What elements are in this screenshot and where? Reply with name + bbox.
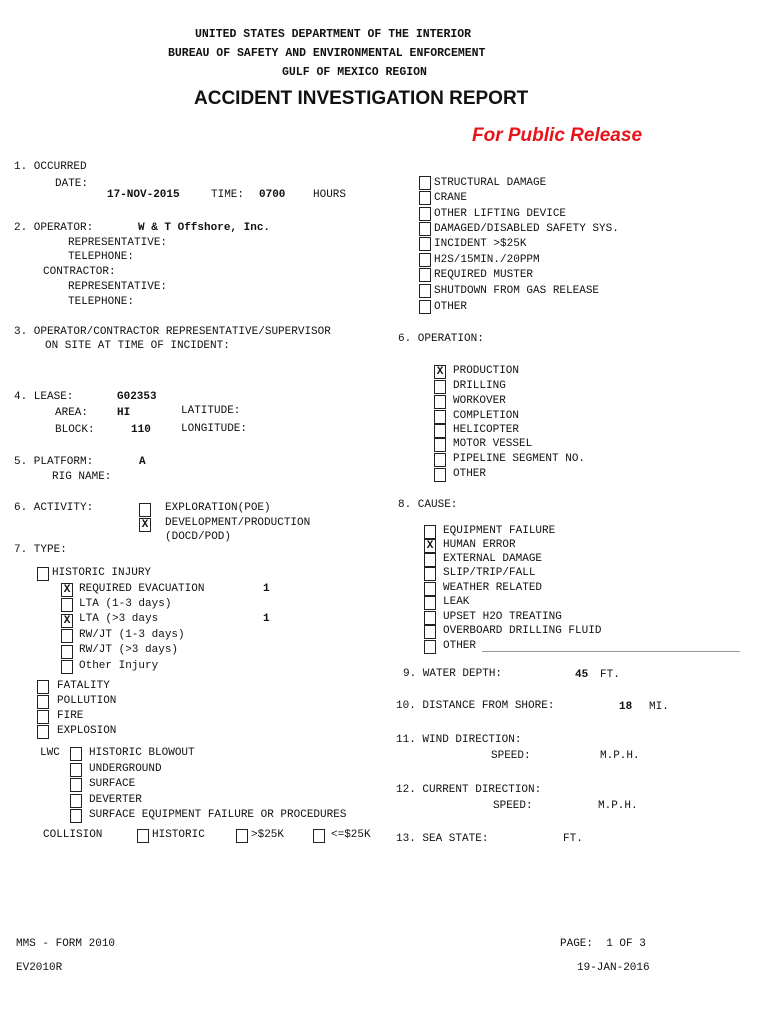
flag-label: OTHER [434,301,468,313]
historic-blowout-label: HISTORIC BLOWOUT [89,747,195,759]
checkbox-h2s[interactable] [419,253,431,267]
checkbox-surface[interactable] [70,778,82,792]
operator-rep-label: REPRESENTATIVE: [68,237,168,249]
rwjt-1-3-label: RW/JT (1-3 days) [79,629,185,641]
platform-label: 5. PLATFORM: [14,456,94,468]
lease-value: G02353 [117,391,157,403]
report-title: ACCIDENT INVESTIGATION REPORT [194,88,529,109]
checkbox-required-evacuation[interactable]: X [61,583,73,597]
checkbox-rwjt-1-3[interactable] [61,629,73,643]
cause-item: SLIP/TRIP/FALL [443,567,536,579]
wind-speed-label: SPEED: [491,750,531,762]
flag-label: DAMAGED/DISABLED SAFETY SYS. [434,223,619,235]
checkbox-slip-trip-fall[interactable] [424,567,436,581]
checkbox-external-damage[interactable] [424,553,436,567]
collision-gt25k-label: >$25K [251,829,285,841]
cause-item: LEAK [443,596,470,608]
sea-state-unit: FT. [563,833,583,845]
checkbox-underground[interactable] [70,763,82,777]
checkbox-human-error[interactable]: X [424,539,436,553]
distance-value: 18 [619,701,633,713]
checkbox-historic-injury[interactable] [37,567,49,581]
water-depth-label: 9. WATER DEPTH: [403,668,503,680]
current-direction-label: 12. CURRENT DIRECTION: [396,784,542,796]
fire-label: FIRE [57,710,84,722]
area-label: AREA: [55,407,89,419]
date-label: DATE: [55,178,89,190]
operation-item: WORKOVER [453,395,506,407]
activity-development: DEVELOPMENT/PRODUCTION [165,517,311,529]
checkbox-pipeline-segment[interactable] [434,453,446,467]
flag-label: CRANE [434,192,468,204]
checkbox-pollution[interactable] [37,695,49,709]
cause-item: HUMAN ERROR [443,539,516,551]
checkbox-rwjt-3[interactable] [61,645,73,659]
operation-item: OTHER [453,468,487,480]
flag-label: SHUTDOWN FROM GAS RELEASE [434,285,600,297]
historic-injury-label: HISTORIC INJURY [52,567,152,579]
cause-item: OVERBOARD DRILLING FLUID [443,625,602,637]
activity-exploration: EXPLORATION(POE) [165,502,271,514]
checkbox-fire[interactable] [37,710,49,724]
checkbox-weather-related[interactable] [424,582,436,596]
surface-label: SURFACE [89,778,136,790]
surface-equipment-label: SURFACE EQUIPMENT FAILURE OR PROCEDURES [89,809,347,821]
agency-line-2: BUREAU OF SAFETY AND ENVIRONMENTAL ENFORCEMENT [168,47,486,60]
operation-item: MOTOR VESSEL [453,438,533,450]
checkbox-incident-25k[interactable] [419,237,431,251]
checkbox-cause-other[interactable] [424,640,436,654]
fatality-label: FATALITY [57,680,110,692]
contractor-label: CONTRACTOR: [43,266,116,278]
checkbox-other-injury[interactable] [61,660,73,674]
occurred-label: 1. OCCURRED [14,161,87,173]
checkbox-structural-damage[interactable] [419,176,431,190]
activity-development-sub: (DOCD/POD) [165,531,232,543]
report-code: EV2010R [16,962,63,974]
checkbox-completion[interactable] [434,410,446,424]
block-label: BLOCK: [55,424,95,436]
water-depth-value: 45 [575,669,589,681]
lwc-label: LWC [40,747,60,759]
agency-line-1: UNITED STATES DEPARTMENT OF THE INTERIOR [195,28,472,41]
checkbox-damaged-safety-sys[interactable] [419,222,431,236]
deverter-label: DEVERTER [89,794,142,806]
other-injury-label: Other Injury [79,660,159,672]
flag-label: INCIDENT >$25K [434,238,527,250]
latitude-label: LATITUDE: [181,405,241,417]
collision-label: COLLISION [43,829,103,841]
checkbox-helicopter[interactable] [434,424,446,438]
pollution-label: POLLUTION [57,695,117,707]
checkbox-drilling[interactable] [434,380,446,394]
longitude-label: LONGITUDE: [181,423,248,435]
operation-item: DRILLING [453,380,506,392]
collision-le25k-label: <=$25K [331,829,371,841]
underground-label: UNDERGROUND [89,763,162,775]
operation-item: HELICOPTER [453,424,520,436]
operation-label: 6. OPERATION: [398,333,484,345]
time-value: 0700 [259,189,286,201]
public-release-stamp: For Public Release [472,125,643,146]
cause-label: 8. CAUSE: [398,499,458,511]
platform-value: A [139,456,146,468]
activity-label: 6. ACTIVITY: [14,502,94,514]
required-evacuation-label: REQUIRED EVACUATION [79,583,205,595]
checkbox-historic-blowout[interactable] [70,747,82,761]
current-speed-label: SPEED: [493,800,533,812]
print-date: 19-JAN-2016 [577,962,650,974]
current-speed-unit: M.P.H. [598,800,638,812]
lease-label: 4. LEASE: [14,391,74,403]
rwjt-3-label: RW/JT (>3 days) [79,644,179,656]
checkbox-equipment-failure[interactable] [424,525,436,539]
checkbox-shutdown-gas[interactable] [419,284,431,298]
checkbox-exploration[interactable] [139,503,151,517]
distance-label: 10. DISTANCE FROM SHORE: [396,700,555,712]
checkbox-explosion[interactable] [37,725,49,739]
checkbox-deverter[interactable] [70,794,82,808]
cause-item: UPSET H2O TREATING [443,611,562,623]
checkbox-collision-le25k[interactable] [313,829,325,843]
checkbox-surface-equipment[interactable] [70,809,82,823]
agency-line-3: GULF OF MEXICO REGION [282,66,427,79]
checkbox-overboard-fluid[interactable] [424,625,436,639]
operation-item: COMPLETION [453,410,520,422]
contractor-rep-label: REPRESENTATIVE: [68,281,168,293]
checkbox-crane[interactable] [419,191,431,205]
water-depth-unit: FT. [600,669,620,681]
rig-name-label: RIG NAME: [52,471,112,483]
flag-label: OTHER LIFTING DEVICE [434,208,567,220]
checkbox-other-lifting-device[interactable] [419,207,431,221]
collision-historic-label: HISTORIC [152,829,205,841]
area-value: HI [117,407,131,419]
cause-other-line [482,651,740,652]
checkbox-motor-vessel[interactable] [434,438,446,452]
lta-3-label: LTA (>3 days [79,613,159,625]
checkbox-lta-3[interactable]: X [61,614,73,628]
explosion-label: EXPLOSION [57,725,117,737]
block-value: 110 [131,424,151,436]
checkbox-other-flag[interactable] [419,300,431,314]
cause-item: EXTERNAL DAMAGE [443,553,543,565]
operator-label: 2. OPERATOR: [14,222,94,234]
cause-item: WEATHER RELATED [443,582,543,594]
date-value: 17-NOV-2015 [107,189,180,201]
flag-label: H2S/15MIN./20PPM [434,254,540,266]
checkbox-required-muster[interactable] [419,268,431,282]
checkbox-lta-1-3[interactable] [61,598,73,612]
operation-item: PIPELINE SEGMENT NO. [453,453,586,465]
lta-1-3-label: LTA (1-3 days) [79,598,172,610]
distance-unit: MI. [649,701,669,713]
required-evacuation-count: 1 [263,583,270,595]
flag-label: STRUCTURAL DAMAGE [434,177,547,189]
operation-item: PRODUCTION [453,365,520,377]
type-label: 7. TYPE: [14,544,67,556]
time-label: TIME: [211,189,245,201]
onsite-label-2: ON SITE AT TIME OF INCIDENT: [45,340,230,352]
checkbox-workover[interactable] [434,395,446,409]
form-number: MMS - FORM 2010 [16,938,116,950]
cause-item: OTHER [443,640,477,652]
page-number: PAGE: 1 OF 3 [560,938,646,950]
checkbox-collision-gt25k[interactable] [236,829,248,843]
wind-direction-label: 11. WIND DIRECTION: [396,734,522,746]
operator-tel-label: TELEPHONE: [68,251,135,263]
lta-3-count: 1 [263,613,270,625]
checkbox-development-production[interactable]: X [139,518,151,532]
cause-item: EQUIPMENT FAILURE [443,525,556,537]
checkbox-leak[interactable] [424,596,436,610]
checkbox-collision-historic[interactable] [137,829,149,843]
sea-state-label: 13. SEA STATE: [396,833,489,845]
wind-speed-unit: M.P.H. [600,750,640,762]
contractor-tel-label: TELEPHONE: [68,296,135,308]
onsite-label-1: 3. OPERATOR/CONTRACTOR REPRESENTATIVE/SUPERVISOR [14,326,331,338]
hours-label: HOURS [313,189,347,201]
checkbox-production[interactable]: X [434,365,446,379]
checkbox-fatality[interactable] [37,680,49,694]
checkbox-upset-h2o[interactable] [424,611,436,625]
flag-label: REQUIRED MUSTER [434,269,534,281]
operator-name: W & T Offshore, Inc. [138,222,271,234]
checkbox-operation-other[interactable] [434,468,446,482]
